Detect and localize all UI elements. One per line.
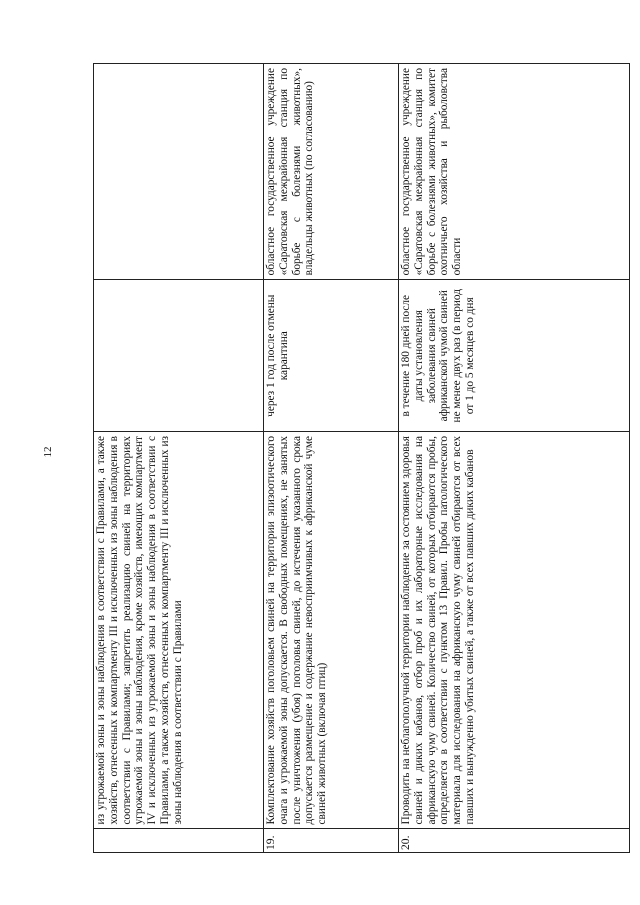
term-text xyxy=(94,280,264,432)
row-number: 20. xyxy=(399,829,630,853)
measures-table xyxy=(93,63,630,853)
measure-text: из угрожаемой зоны и зоны наблюдения в соответствии с Правилами, а также хозяйств, отнесенных к компартменту III и исключенных из зоны наблюдения в соответствии с Правилами; запретить реализацию свиней на территориях угрожаемой зоны и зоны наблюдения, кроме хозяйств, имеющих компартмент IV и исключенных из угрожаемой зоны и зоны наблюдения в соответствии с Правилами, а также хозяйств, отнесенных к компартменту III и исключенных из зоны наблюдения в соответствии с Правилами xyxy=(94,432,264,829)
table-row xyxy=(399,64,630,853)
responsible-text: областное государственное учреждение «Саратовская межрайонная станция по борьбе с болезнями животных», владельцы животных (по согласованию) xyxy=(264,64,399,280)
page-number: 12 xyxy=(42,446,54,458)
table-row xyxy=(94,64,264,853)
measure-text: Комплектование хозяйств поголовьем свиней на территории эпизоотического очага и угрожаемой зоны допускается. В свободных помещениях, не занятых после уничтожения (убоя) поголовья свиней, до истечения указанного срока допускается размещение и содержание невосприимчивых к африканской чуме свиней животных (включая птиц) xyxy=(264,432,399,829)
measure-text: Проводить на неблагополучной территории наблюдение за состоянием здоровья свиней и диких кабанов, отбор проб и их лабораторные исследования на африканскую чуму свиней. Количество свиней, от которых отбираются пробы, определяется в соответствии с пунктом 13 Правил. Пробы патологического материала для исследования на африканскую чуму свиней отбираются от всех павших и вынужденно убитых свиней, а также от всех павших диких кабанов xyxy=(399,432,630,829)
row-number xyxy=(94,829,264,853)
term-text: в течение 180 дней после даты установления заболевания свиней африканской чумой свиней не менее двух раз (в период от 1 до 5 месяцев со дня xyxy=(399,280,630,432)
measures-table-container xyxy=(93,63,629,853)
table-row xyxy=(264,64,399,853)
responsible-text: областное государственное учреждение «Саратовская межрайонная станция по борьбе с болезнями животных», комитет охотничьего хозяйства и рыболовства области xyxy=(399,64,630,280)
row-number: 19. xyxy=(264,829,399,853)
term-text: через 1 год после отмены карантина xyxy=(264,280,399,432)
responsible-text xyxy=(94,64,264,280)
